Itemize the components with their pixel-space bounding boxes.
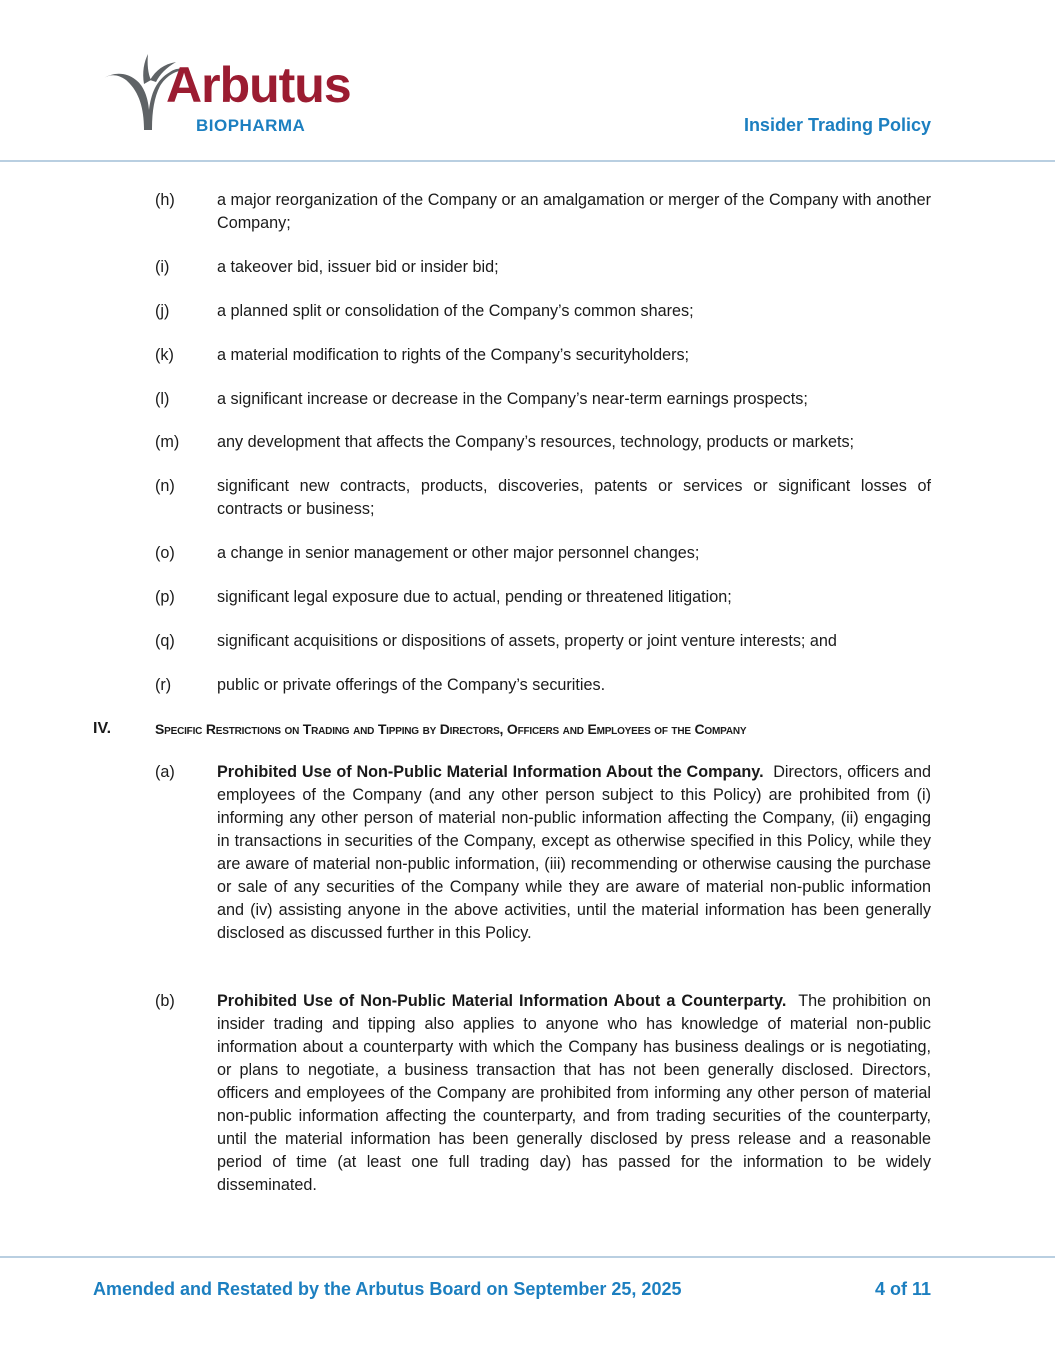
list-item	[155, 542, 931, 565]
document-title: Insider Trading Policy	[743, 115, 931, 135]
item-text: a material modification to rights of the Company’s securityholders;	[217, 346, 690, 364]
item-label: (k)	[155, 346, 174, 364]
logo-wordmark: Arbutus	[166, 57, 351, 113]
section-title: Specific Restrictions on Trading and Tipping by Directors, Officers and Employees of the Company	[155, 721, 747, 737]
item-label: (p)	[155, 588, 175, 606]
section-item	[155, 990, 931, 1197]
list-item	[155, 431, 931, 454]
item-text: a takeover bid, issuer bid or insider bid;	[217, 258, 499, 276]
list-item	[155, 388, 931, 411]
page-indicator: 4 of 11	[874, 1279, 931, 1299]
item-heading: Prohibited Use of Non-Public Material Information About a Counterparty.	[217, 992, 787, 1010]
item-text: a planned split or consolidation of the Company’s common shares;	[217, 302, 694, 320]
item-label: (i)	[155, 258, 170, 276]
list-item	[155, 475, 931, 521]
header-divider	[0, 160, 1055, 162]
item-label: (q)	[155, 632, 175, 650]
item-label: (a)	[155, 763, 175, 781]
item-label: (l)	[155, 390, 170, 408]
item-text: significant legal exposure due to actual, pending or threatened litigation;	[217, 588, 732, 606]
list-item	[155, 630, 931, 653]
item-label: (m)	[155, 433, 180, 451]
item-text: a significant increase or decrease in the Company’s near-term earnings prospects;	[217, 390, 808, 408]
item-text: significant new contracts, products, discoveries, patents or services or significant losses of contracts or business;	[217, 477, 931, 518]
list-item	[155, 344, 931, 367]
item-body	[217, 761, 931, 945]
item-body	[217, 990, 931, 1197]
section-item	[155, 761, 931, 945]
item-label: (r)	[155, 676, 172, 694]
list-item	[155, 674, 931, 697]
company-logo	[104, 50, 364, 140]
footer-divider	[0, 1256, 1055, 1258]
list-item	[155, 256, 931, 279]
amendment-note: Amended and Restated by the Arbutus Board on September 25, 2025	[93, 1279, 682, 1299]
item-text: public or private offerings of the Company’s securities.	[217, 676, 606, 694]
item-text: The prohibition on insider trading and tipping also applies to anyone who has knowledge of material non-public information about a counterparty with which the Company has business dealings or is negotiating, or plans to negotiate, a business transaction that has not been generally disclosed. Directors, officers and employees of the Company are prohibited from informing any other person of material non-public information affecting the counterparty, and from trading securities of the counterparty, until the material information has been generally disclosed by press release and a reasonable period of time (at least one full trading day) has passed for the information to be widely disseminated.	[217, 992, 931, 1194]
list-item	[155, 189, 931, 235]
item-text: significant acquisitions or dispositions of assets, property or joint venture interests; and	[217, 632, 837, 650]
item-label: (h)	[155, 191, 175, 209]
list-item	[155, 586, 931, 609]
item-label: (j)	[155, 302, 170, 320]
item-label: (b)	[155, 992, 175, 1010]
item-heading: Prohibited Use of Non-Public Material Information About the Company.	[217, 763, 764, 781]
item-text: a major reorganization of the Company or an amalgamation or merger of the Company with another Company;	[217, 191, 931, 232]
item-label: (n)	[155, 477, 175, 495]
logo-subtitle: BIOPHARMA	[196, 116, 306, 135]
item-text: any development that affects the Company’s resources, technology, products or markets;	[217, 433, 855, 451]
section-number: IV.	[93, 720, 112, 737]
item-text: Directors, officers and employees of the Company (and any other person subject to this Policy) are prohibited from (i) informing any other person of material non-public information affecting the Company, (ii) engaging in transactions in securities of the Company, except as otherwise specified in this Policy, while they are aware of material non-public information, (iii) recommending or otherwise causing the purchase or sale of any securities of the Company while they are aware of material non-public information and (iv) assisting anyone in the above activities, until the material information has been generally disclosed as discussed further in this Policy.	[217, 763, 932, 942]
item-label: (o)	[155, 544, 175, 562]
item-text: a change in senior management or other major personnel changes;	[217, 544, 700, 562]
list-item	[155, 300, 931, 323]
